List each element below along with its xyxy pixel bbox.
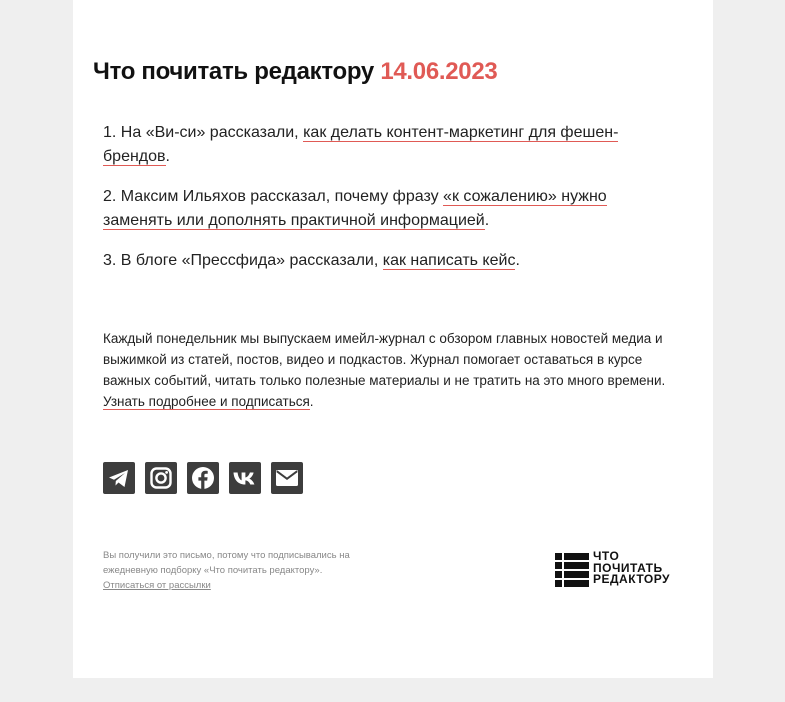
email-icon[interactable] xyxy=(271,462,303,494)
footer-text: Вы получили это письмо, потому что подписывались на ежедневную подборку «Что почитать редактору». xyxy=(103,550,350,576)
social-links xyxy=(103,462,303,494)
item-suffix: . xyxy=(484,212,490,229)
logo-line-2: ПОЧИТАТЬ xyxy=(593,560,663,575)
item-text: 1. На «Ви-си» рассказали, xyxy=(103,124,304,141)
subscribe-link[interactable]: Узнать подробнее и подписаться xyxy=(103,394,310,409)
telegram-icon[interactable] xyxy=(103,462,135,494)
instagram-icon[interactable] xyxy=(145,462,177,494)
page-title xyxy=(93,58,497,86)
brand-logo xyxy=(555,549,685,589)
facebook-icon[interactable] xyxy=(187,462,219,494)
article-link-k-sozhaleniyu[interactable]: «к сожалению» нужно заменять или дополнять практичной информацией xyxy=(103,188,607,229)
list-item xyxy=(103,121,643,169)
logo-line-3: РЕДАКТОРУ xyxy=(593,572,671,586)
article-link-fashion-content-marketing[interactable]: как делать контент-маркетинг для фешен-брендов xyxy=(103,124,619,165)
footer-note xyxy=(103,548,393,593)
vk-icon[interactable] xyxy=(229,462,261,494)
article-list xyxy=(103,121,643,289)
description-text: Каждый понедельник мы выпускаем имейл-журнал с обзором главных новостей медиа и выжимкой из статей, постов, видео и подкастов. Журнал помогает оставаться в курсе важных событий, читать только полезные материалы и не тратить на это много времени. xyxy=(103,331,666,388)
article-link-case-writing[interactable]: как написать кейс xyxy=(382,252,516,269)
item-text: 3. В блоге «Прессфида» рассказали, xyxy=(103,252,383,269)
title-text: Что почитать редактору xyxy=(93,58,374,85)
item-suffix: . xyxy=(515,252,520,269)
list-item xyxy=(103,185,643,233)
logo-line-1: ЧТО xyxy=(593,549,620,563)
newsletter-description xyxy=(103,328,688,412)
logo-wordmark xyxy=(593,551,670,586)
unsubscribe-link[interactable]: Отписаться от рассылки xyxy=(103,580,211,591)
description-suffix: . xyxy=(309,394,314,409)
email-card xyxy=(73,0,713,678)
item-text: 2. Максим Ильяхов рассказал, почему фразу xyxy=(103,188,444,205)
issue-date: 14.06.2023 xyxy=(380,58,498,85)
list-item xyxy=(103,249,643,273)
item-suffix: . xyxy=(165,148,170,165)
logo-mark-icon xyxy=(555,553,589,587)
